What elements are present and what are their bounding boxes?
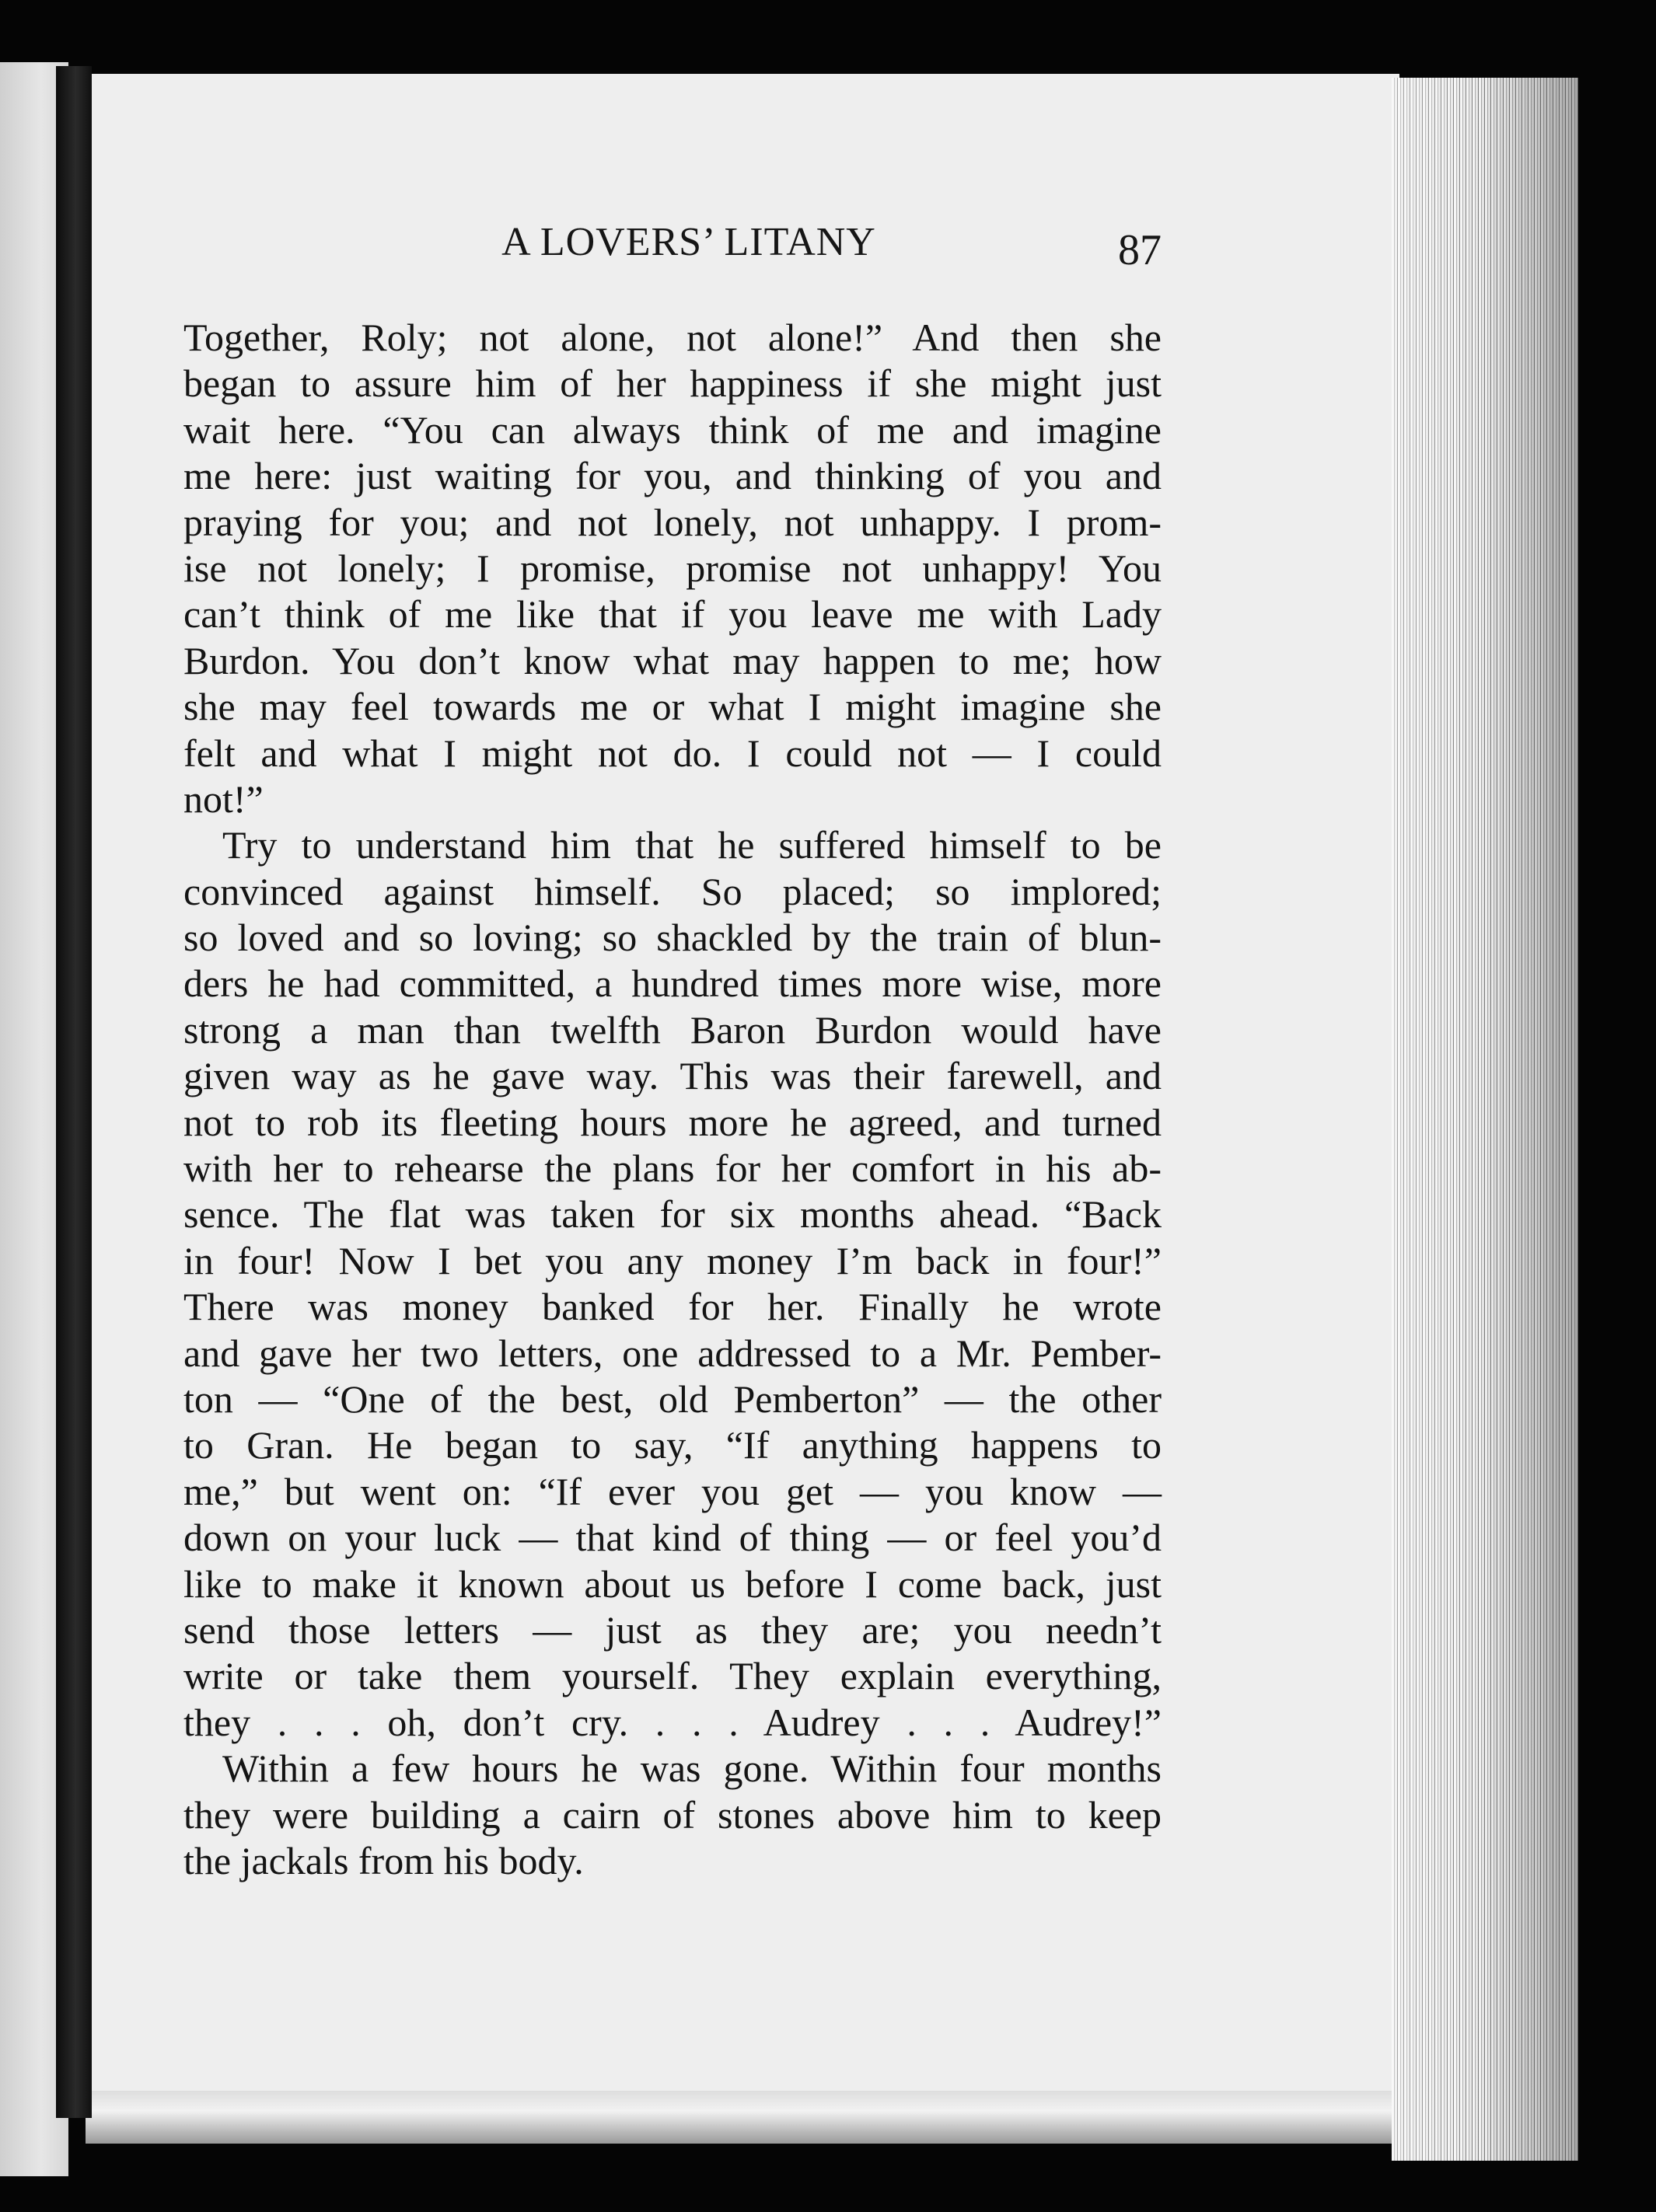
text-line: wait here. “You can always think of me and imagine xyxy=(183,407,1162,452)
text-line: not to rob its fleeting hours more he agreed, and turned xyxy=(183,1100,1162,1144)
page-header xyxy=(183,219,1162,274)
text-line: so loved and so loving; so shackled by the train of blun- xyxy=(183,916,1162,960)
text-line: to Gran. He began to say, “If anything happens to xyxy=(183,1423,1162,1467)
text-line: down on your luck — that kind of thing — or feel you’d xyxy=(183,1516,1162,1560)
text-line: like to make it known about us before I come back, just xyxy=(183,1561,1162,1606)
text-line: in four! Now I bet you any money I’m back in four!” xyxy=(183,1238,1162,1282)
page-number: 87 xyxy=(1118,226,1162,274)
text-line: send those letters — just as they are; you needn’t xyxy=(183,1607,1162,1652)
text-line: she may feel towards me or what I might imagine she xyxy=(183,685,1162,729)
page-stack-shadow xyxy=(1392,78,1578,2161)
text-line: Try to understand him that he suffered himself to be xyxy=(222,823,1162,867)
text-line: and gave her two letters, one addressed to a Mr. Pember- xyxy=(183,1331,1162,1375)
text-line: Within a few hours he was gone. Within four months xyxy=(222,1746,1162,1791)
text-line: the jackals from his body. xyxy=(183,1838,584,1882)
text-line: ise not lonely; I promise, promise not unhappy! You xyxy=(183,546,1162,590)
text-line: write or take them yourself. They explain everything, xyxy=(183,1654,1162,1698)
text-line: felt and what I might not do. I could not — I could xyxy=(183,731,1162,775)
text-line: me here: just waiting for you, and thinking of you and xyxy=(183,454,1162,498)
text-line: strong a man than twelfth Baron Burdon would have xyxy=(183,1007,1162,1052)
page-bottom-edge xyxy=(86,2089,1407,2144)
text-line: given way as he gave way. This was their farewell, and xyxy=(183,1054,1162,1098)
text-line: praying for you; and not lonely, not unhappy. I prom- xyxy=(183,500,1162,544)
text-line: Burdon. You don’t know what may happen to me; how xyxy=(183,638,1162,682)
text-line: me,” but went on: “If ever you get — you know — xyxy=(183,1469,1162,1513)
running-head: A LOVERS’ LITANY xyxy=(501,220,876,264)
text-line: ton — “One of the best, old Pemberton” — the other xyxy=(183,1376,1162,1421)
text-line: they were building a cairn of stones above him to keep xyxy=(183,1792,1162,1837)
text-line: convinced against himself. So placed; so implored; xyxy=(183,869,1162,913)
text-line: can’t think of me like that if you leave me with Lady xyxy=(183,592,1162,637)
text-line: ders he had committed, a hundred times more wise, more xyxy=(183,961,1162,1006)
text-line: they . . . oh, don’t cry. . . . Audrey . . . Audrey!” xyxy=(183,1700,1162,1744)
text-line: There was money banked for her. Finally he wrote xyxy=(183,1285,1162,1329)
body-text xyxy=(183,315,1162,1884)
text-line: began to assure him of her happiness if she might just xyxy=(183,361,1162,406)
text-line: sence. The flat was taken for six months ahead. “Back xyxy=(183,1192,1162,1237)
text-line: with her to rehearse the plans for her comfort in his ab- xyxy=(183,1146,1162,1191)
book-gutter xyxy=(56,66,92,2118)
text-line: Together, Roly; not alone, not alone!” And then she xyxy=(183,316,1162,359)
text-line: not!” xyxy=(183,776,264,821)
